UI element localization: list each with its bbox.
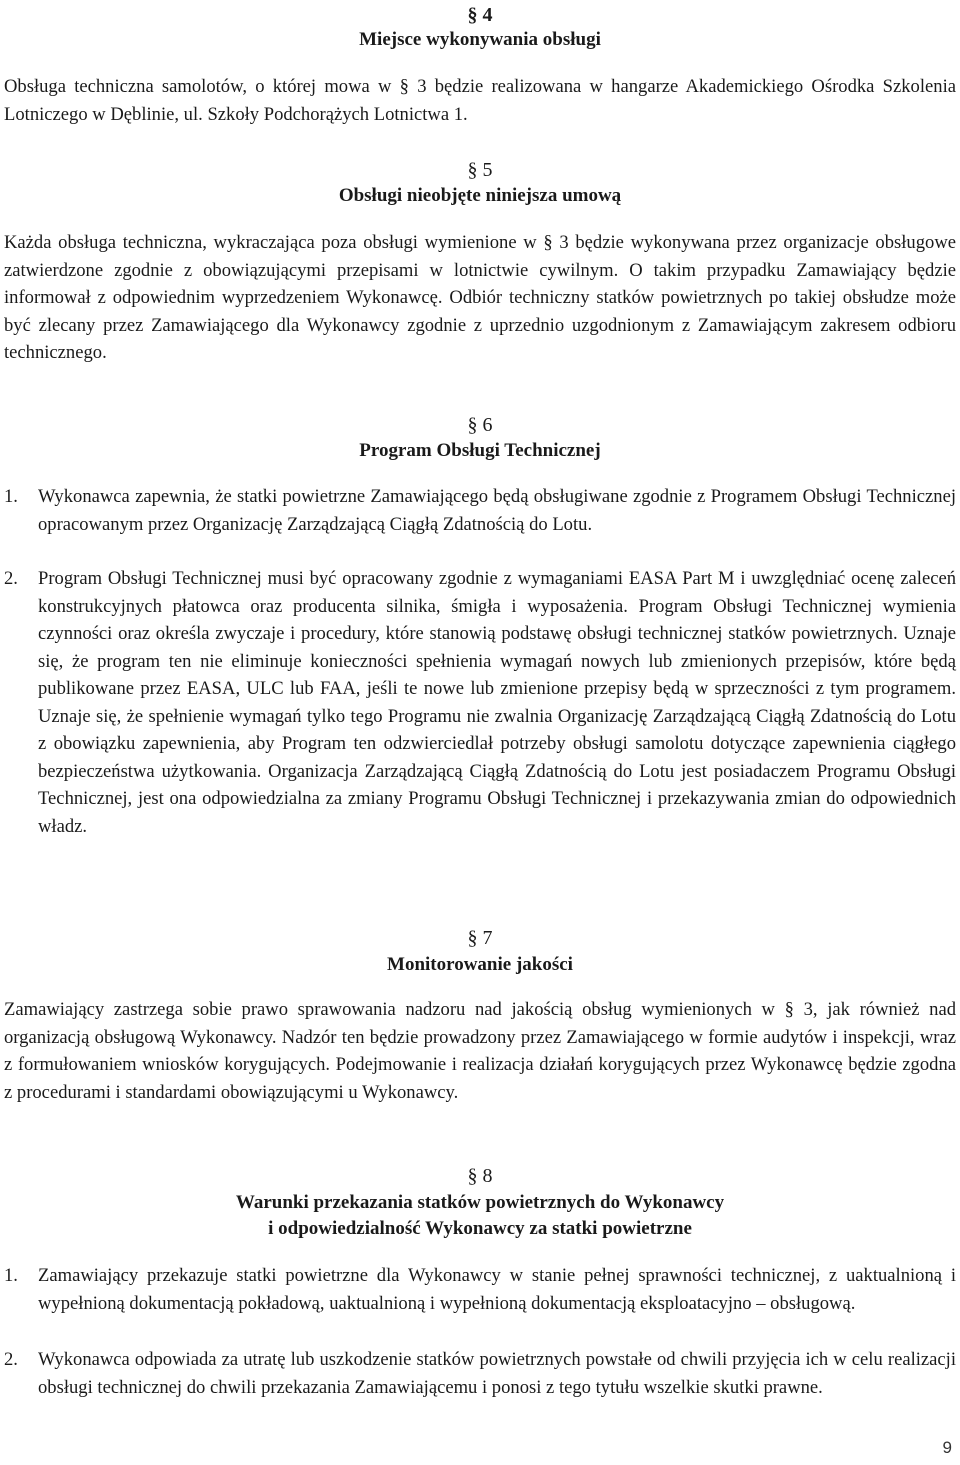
section-4-title: Miejsce wykonywania obsługi: [359, 29, 601, 50]
section-5-title: Obsługi nieobjęte niniejsza umową: [338, 185, 622, 206]
section-7-title: Monitorowanie jakości: [387, 954, 573, 975]
list-item-text: Wykonawca zapewnia, że statki powietrzne Zamawiającego będą obsługiwane zgodnie z Programem Obsługi Technicznej opracowanym przez Organizację Zarządzającą Ciągłą Zdatnością do Lotu.: [38, 486, 956, 535]
section-6-item-1: [4, 483, 956, 538]
list-item-text: Wykonawca odpowiada za utratę lub uszkodzenie statków powietrznych powstałe od chwili przyjęcia ich w celu realizacji obsługi technicznej do chwili przekazania Zamawiającemu i ponosi z tego tytułu wszelkie skutki prawne.: [38, 1349, 956, 1398]
page-number: 9: [942, 1438, 952, 1457]
section-7-paragraph: Zamawiający zastrzega sobie prawo sprawowania nadzoru nad jakością obsług wymienionych w § 3, jak również nad organizacją obsługową Wykonawcy. Nadzór ten będzie prowadzony przez Zamawiającego w formie audytów i inspekcji, wraz z formułowaniem wniosków korygujących. Podejmowanie i realizacja działań korygujących przez Wykonawcę będzie zgodna z procedurami i standardami obowiązującymi u Wykonawcy.: [4, 999, 956, 1103]
section-7-number: § 7: [467, 927, 493, 949]
list-item-number: 1.: [4, 486, 18, 507]
list-item-number: 1.: [4, 1265, 18, 1286]
list-item-text: Program Obsługi Technicznej musi być opracowany zgodnie z wymaganiami EASA Part M i uwzględniać ocenę zaleceń konstrukcyjnych płatowca oraz producenta silnika, śmigła i wyposażenia. Program Obsługi Technicznej wymienia czynności oraz określa zwyczaje i procedury, które stanowią podstawę obsługi technicznej statków powietrznych. Uznaje się, że program ten nie eliminuje konieczności spełnienia wymagań nowych lub zmienionych przepisów, które będą publikowane przez EASA, ULC lub FAA, jeśli te nowe lub zmienione przepisy będą w sprzeczności z tym programem. Uznaje się, że spełnienie wymagań tylko tego Programu nie zwalnia Organizację Zarządzającą Ciągłą Zdatnością do Lotu z obowiązku zapewnienia, aby Program ten odzwierciedlał potrzeby obsługi samolotu dotyczące zapewnienia ciągłego bezpieczeństwa użytkowania. Organizacja Zarządzającą Ciągłą Zdatnością do Lotu jest posiadaczem Programu Obsługi Technicznej, jest ona odpowiedzialna za zmiany Programu Obsługi Technicznej i przekazywania zmian do odpowiednich władz.: [38, 568, 956, 837]
section-8-item-2: [4, 1346, 956, 1401]
section-8-title: Warunki przekazania statków powietrznych do Wykonawcy: [235, 1192, 725, 1213]
section-8-title-line-2: i odpowiedzialność Wykonawcy za statki powietrzne: [268, 1218, 692, 1239]
section-6-item-2: [4, 565, 956, 840]
list-item-number: 2.: [4, 1349, 18, 1370]
section-8-number: § 8: [467, 1165, 493, 1187]
list-item-number: 2.: [4, 568, 18, 589]
section-6-number: § 6: [467, 414, 493, 436]
section-5-number: § 5: [467, 159, 493, 181]
list-item-text: Zamawiający przekazuje statki powietrzne dla Wykonawcy w stanie pełnej sprawności technicznej, z uaktualnioną i wypełnioną dokumentacją pokładową, uaktualnioną i wypełnioną dokumentacją eksploatacyjno – obsługową.: [38, 1265, 956, 1314]
section-8-item-1: [4, 1262, 956, 1317]
section-4-paragraph: Obsługa techniczna samolotów, o której mowa w § 3 będzie realizowana w hangarze Akademickiego Ośrodka Szkolenia Lotniczego w Dęblinie, ul. Szkoły Podchorążych Lotnictwa 1.: [4, 76, 956, 125]
section-5-paragraph: Każda obsługa techniczna, wykraczająca poza obsługi wymienione w § 3 będzie wykonywana przez organizacje obsługowe zatwierdzone zgodnie z obowiązującymi przepisami w lotnictwie cywilnym. O takim przypadku Zamawiający będzie informował z odpowiednim wyprzedzeniem Wykonawcę. Odbiór techniczny statków powietrznych po takiej obsłudze może być zlecany przez Zamawiającego dla Wykonawcy zgodnie z uprzednio uzgodnionym z Zamawiającym zakresem odbioru technicznego.: [4, 232, 956, 363]
section-4-number: § 4: [467, 4, 493, 26]
section-6-title: Program Obsługi Technicznej: [359, 440, 601, 461]
